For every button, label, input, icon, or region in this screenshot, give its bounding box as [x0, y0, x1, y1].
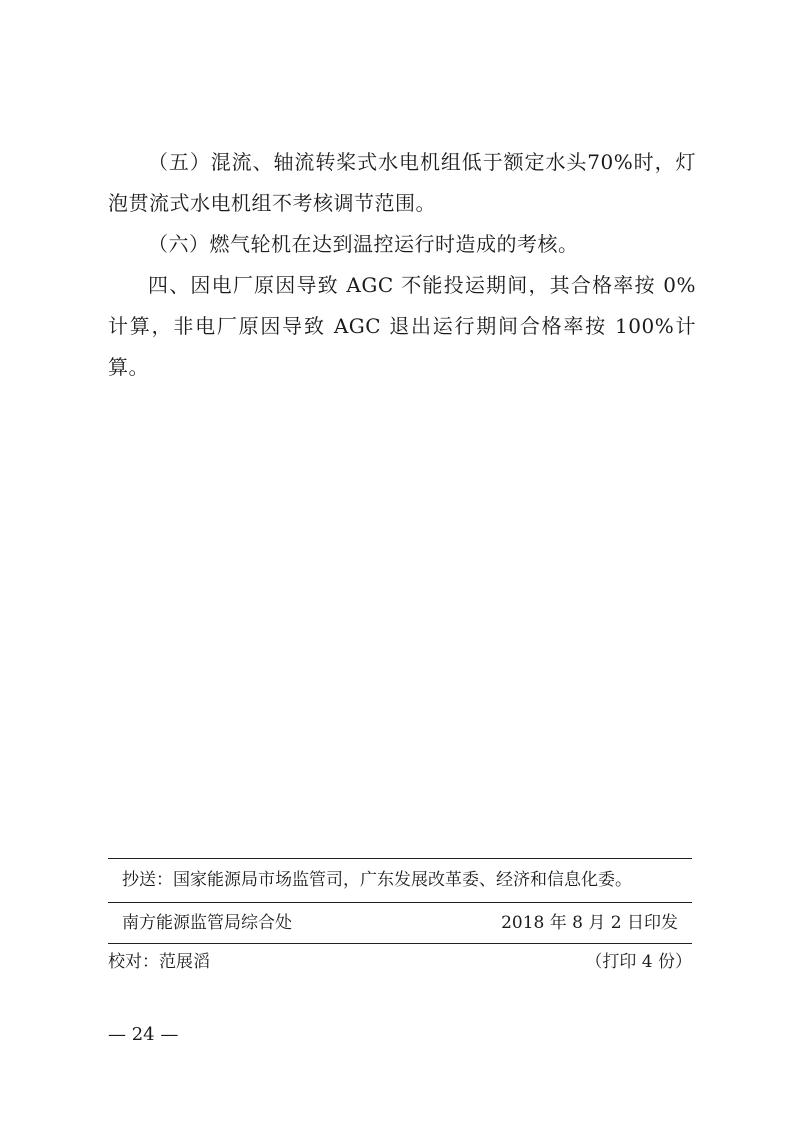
footer-divider-bottom: [108, 943, 692, 944]
paragraph-item-5: （五）混流、轴流转桨式水电机组低于额定水头70%时，灯泡贯流式水电机组不考核调节范围。: [108, 150, 696, 215]
paragraph-section-4: 四、因电厂原因导致 AGC 不能投运期间，其合格率按 0%计算，非电厂原因导致 AGC 退出运行期间合格率按 100%计算。: [108, 273, 696, 379]
footer-divider-middle: [108, 902, 692, 903]
print-copies: （打印 4 份）: [585, 952, 692, 972]
issuing-office: 南方能源监管局综合处: [122, 913, 292, 933]
cc-recipients: 抄送：国家能源局市场监管司，广东发展改革委、经济和信息化委。: [122, 870, 632, 890]
footer-divider-top: [108, 858, 692, 859]
proofreader: 校对：范展滔: [108, 952, 210, 972]
issue-date: 2018 年 8 月 2 日印发: [501, 913, 678, 933]
page-number: — 24 —: [108, 1024, 179, 1045]
paragraph-item-6: （六）燃气轮机在达到温控运行时造成的考核。: [148, 232, 579, 256]
